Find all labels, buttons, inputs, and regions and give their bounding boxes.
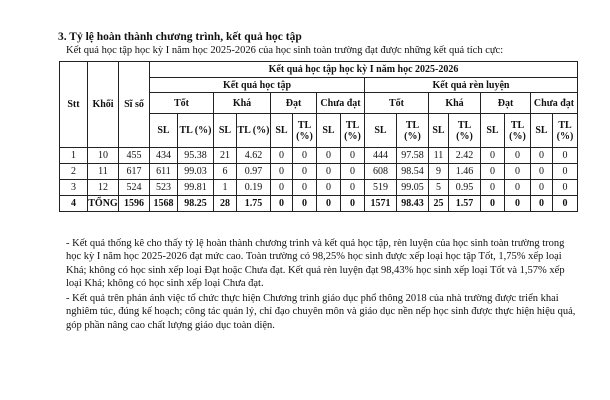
subheader-sl: SL	[531, 114, 553, 148]
table-cell: 617	[119, 164, 150, 180]
subheader-sl: SL	[214, 114, 237, 148]
table-cell: 99.81	[178, 180, 214, 196]
table-cell: 4.62	[237, 148, 271, 164]
table-cell: 0	[531, 164, 553, 180]
table-cell: 0	[531, 148, 553, 164]
subheader-tl: TL (%)	[293, 114, 317, 148]
table-cell: 0.97	[237, 164, 271, 180]
table-cell: 0	[531, 180, 553, 196]
table-cell: 611	[150, 164, 178, 180]
header-top: Kết quả học tập học kỳ I năm học 2025-2026	[150, 62, 578, 78]
table-cell: 3	[60, 180, 88, 196]
subheader-sl: SL	[429, 114, 449, 148]
table-cell: 0	[481, 148, 505, 164]
subheader-tl: TL (%)	[449, 114, 481, 148]
table-cell: 0	[505, 180, 531, 196]
table-cell: 0	[271, 148, 293, 164]
table-cell: 0	[271, 196, 293, 212]
header-ht-kha: Khá	[214, 93, 271, 114]
table-cell: 11	[88, 164, 119, 180]
header-rl-chua-dat: Chưa đạt	[531, 93, 578, 114]
table-cell: 1.57	[449, 196, 481, 212]
table-cell: 0	[293, 196, 317, 212]
table-cell: 98.54	[397, 164, 429, 180]
subheader-sl: SL	[150, 114, 178, 148]
table-cell: 0	[271, 164, 293, 180]
table-cell: 0	[531, 196, 553, 212]
table-cell: 524	[119, 180, 150, 196]
table-cell: 0	[553, 196, 578, 212]
subheader-tl: TL (%)	[237, 114, 271, 148]
header-rl-dat: Đạt	[481, 93, 531, 114]
table-cell: 523	[150, 180, 178, 196]
section-heading: 3. Tỷ lệ hoàn thành chương trình, kết quả học tập	[58, 31, 302, 43]
table-cell: 519	[365, 180, 397, 196]
table-cell: 0	[293, 180, 317, 196]
table-cell: 0	[317, 180, 341, 196]
subheader-tl: TL (%)	[178, 114, 214, 148]
table-cell: 0	[553, 148, 578, 164]
table-cell: 0	[341, 180, 365, 196]
table-cell: 2.42	[449, 148, 481, 164]
header-hoc-tap: Kết quả học tập	[150, 78, 365, 93]
table-row	[60, 164, 578, 180]
table-cell: 99.03	[178, 164, 214, 180]
table-cell: 0.95	[449, 180, 481, 196]
table-cell: 1.75	[237, 196, 271, 212]
table-cell: 0	[341, 196, 365, 212]
table-cell: 0	[505, 164, 531, 180]
header-stt: Stt	[60, 62, 88, 148]
table-cell: 95.38	[178, 148, 214, 164]
table-cell: 1	[214, 180, 237, 196]
table-cell: 21	[214, 148, 237, 164]
subheader-sl: SL	[365, 114, 397, 148]
subheader-tl: TL (%)	[505, 114, 531, 148]
table-cell: 0	[317, 196, 341, 212]
header-ht-chua-dat: Chưa đạt	[317, 93, 365, 114]
summary-paragraph: - Kết quả thống kê cho thấy tỷ lệ hoàn thành chương trình và kết quả học tập, rèn luyện của học sinh toàn trường trong học kỳ I năm học 2025-2026 đạt mức cao. Toàn trường có 98,25% học sinh được xếp loại học tập Tốt, 1,75% xếp loại Khá; không có học sinh xếp loại Đạt hoặc Chưa đạt. Kết quả rèn luyện đạt 98,43% học sinh xếp loại Tốt và 1,57% xếp loại Khá; không có học sinh xếp loại Chưa đạt.	[66, 238, 565, 290]
header-si-so: Sĩ số	[119, 62, 150, 148]
table-cell: 0	[341, 164, 365, 180]
table-cell: 0	[293, 164, 317, 180]
table-cell: 0	[505, 148, 531, 164]
table-cell: 99.05	[397, 180, 429, 196]
header-ht-tot: Tốt	[150, 93, 214, 114]
subheader-sl: SL	[271, 114, 293, 148]
table-cell: 1	[60, 148, 88, 164]
table-cell: 0	[293, 148, 317, 164]
subheader-tl: TL (%)	[553, 114, 578, 148]
intro-text: Kết quả học tập học kỳ I năm học 2025-2026 của học sinh toàn trường đạt được những kết quả tích cực:	[66, 45, 504, 56]
table-cell: 1596	[119, 196, 150, 212]
table-cell: 10	[88, 148, 119, 164]
header-rl-tot: Tốt	[365, 93, 429, 114]
table-cell: 0	[317, 164, 341, 180]
table-cell: 0	[553, 164, 578, 180]
subheader-tl: TL (%)	[397, 114, 429, 148]
subheader-sl: SL	[481, 114, 505, 148]
table-cell: 12	[88, 180, 119, 196]
table-cell: 97.58	[397, 148, 429, 164]
table-cell: TỔNG	[88, 196, 119, 212]
table-cell: 0	[553, 180, 578, 196]
conclusion-paragraph: - Kết quả trên phản ánh việc tổ chức thực hiện Chương trình giáo dục phổ thông 2018 của nhà trường được triển khai nghiêm túc, đúng kế hoạch; công tác quản lý, chỉ đạo chuyên môn và giáo dục nền nếp học sinh được thực hiện hiệu quả, góp phần nâng cao chất lượng giáo dục toàn diện.	[66, 293, 576, 331]
table-cell: 0	[481, 180, 505, 196]
table-cell: 434	[150, 148, 178, 164]
table-cell: 4	[60, 196, 88, 212]
table-cell: 98.25	[178, 196, 214, 212]
header-khoi: Khối	[88, 62, 119, 148]
table-row	[60, 180, 578, 196]
header-rl-kha: Khá	[429, 93, 481, 114]
table-cell: 2	[60, 164, 88, 180]
header-ht-dat: Đạt	[271, 93, 317, 114]
table-cell: 0	[481, 164, 505, 180]
table-cell: 608	[365, 164, 397, 180]
table-cell: 98.43	[397, 196, 429, 212]
table-cell: 1568	[150, 196, 178, 212]
table-cell: 9	[429, 164, 449, 180]
table-cell: 28	[214, 196, 237, 212]
table-cell: 0	[505, 196, 531, 212]
table-cell: 0	[317, 148, 341, 164]
table-row	[60, 196, 578, 212]
table-cell: 6	[214, 164, 237, 180]
table-cell: 1571	[365, 196, 397, 212]
subheader-sl: SL	[317, 114, 341, 148]
header-ren-luyen: Kết quả rèn luyện	[365, 78, 578, 93]
table-cell: 1.46	[449, 164, 481, 180]
table-cell: 11	[429, 148, 449, 164]
table-cell: 5	[429, 180, 449, 196]
table-cell: 455	[119, 148, 150, 164]
results-table	[59, 61, 578, 212]
subheader-tl: TL (%)	[341, 114, 365, 148]
table-cell: 0	[271, 180, 293, 196]
table-cell: 0	[341, 148, 365, 164]
table-cell: 25	[429, 196, 449, 212]
table-cell: 0	[481, 196, 505, 212]
table-cell: 444	[365, 148, 397, 164]
table-cell: 0.19	[237, 180, 271, 196]
table-row	[60, 148, 578, 164]
